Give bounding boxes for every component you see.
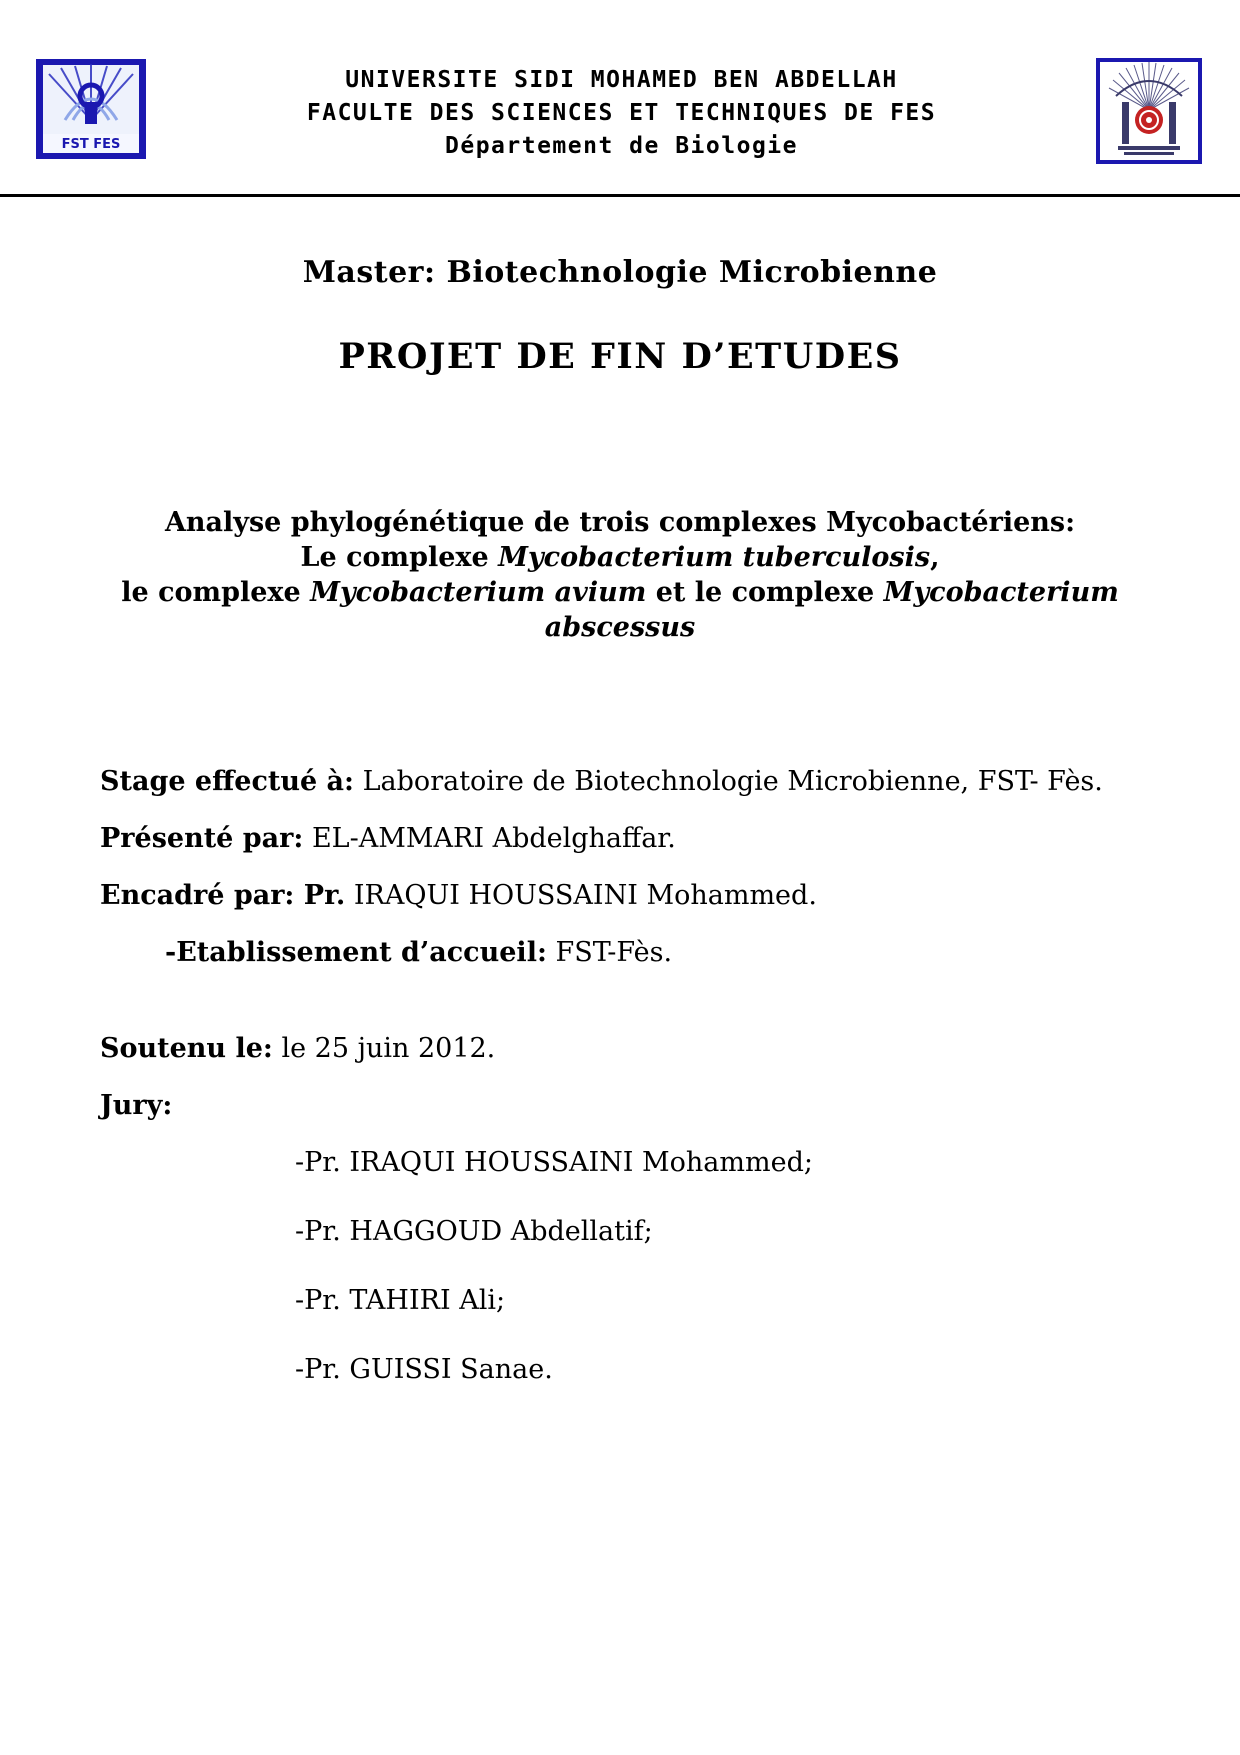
presented-by-row xyxy=(100,822,1160,856)
jury-member: -Pr. TAHIRI Ali; xyxy=(295,1285,506,1317)
thesis-title-line4-species: abscessus xyxy=(544,612,696,644)
fst-logo xyxy=(35,58,147,160)
defense-date-row xyxy=(100,1032,1160,1066)
thesis-title-line3 xyxy=(110,575,1130,610)
supervised-by-row xyxy=(100,879,1160,913)
stage-label: Stage effectué à: xyxy=(100,766,355,798)
header-divider xyxy=(0,194,1240,197)
university-seal xyxy=(1096,58,1202,164)
jury-member: -Pr. GUISSI Sanae. xyxy=(295,1354,553,1386)
defense-date-label: Soutenu le: xyxy=(100,1033,273,1065)
supervised-by-value: IRAQUI HOUSSAINI Mohammed. xyxy=(353,880,817,912)
institution-block xyxy=(147,58,1096,163)
supervised-by-label: Encadré par: Pr. xyxy=(100,880,346,912)
master-program-title: Master: Biotechnologie Microbienne xyxy=(302,255,938,290)
thesis-title-line3-species2: Mycobacterium xyxy=(883,577,1119,609)
fst-logo-label: FST FES xyxy=(61,137,121,152)
jury-heading-row xyxy=(100,1089,1160,1123)
thesis-title-line1: Analyse phylogénétique de trois complexes Mycobactériens: xyxy=(164,507,1076,538)
stage-row xyxy=(100,765,1160,799)
presented-by-label: Présenté par: xyxy=(100,823,304,855)
thesis-title-line3-prefix: le complexe xyxy=(121,577,311,609)
presented-by-value: EL-AMMARI Abdelghaffar. xyxy=(311,823,676,855)
faculty-name: FACULTE DES SCIENCES ET TECHNIQUES DE FES xyxy=(306,100,937,126)
host-institution-value: FST-Fès. xyxy=(555,937,673,969)
university-seal-image xyxy=(1096,58,1202,164)
thesis-title-line2-suffix: , xyxy=(930,542,940,574)
thesis-title-line2-species: Mycobacterium tuberculosis xyxy=(498,542,931,574)
thesis-details xyxy=(100,765,1160,1387)
jury-list xyxy=(295,1146,1160,1387)
defense-date-value: le 25 juin 2012. xyxy=(281,1033,496,1065)
stage-value: Laboratoire de Biotechnologie Microbienne, FST- Fès. xyxy=(362,766,1103,798)
thesis-title-line2-prefix: Le complexe xyxy=(300,542,499,574)
jury-member: -Pr. IRAQUI HOUSSAINI Mohammed; xyxy=(295,1147,813,1179)
department-name: Département de Biologie xyxy=(445,133,798,159)
host-institution-row xyxy=(165,936,1160,970)
project-title: PROJET DE FIN D’ETUDES xyxy=(338,336,902,377)
page-header xyxy=(0,0,1240,164)
thesis-title-line3-mid: et le complexe xyxy=(646,577,884,609)
thesis-title xyxy=(110,505,1130,645)
university-name: UNIVERSITE SIDI MOHAMED BEN ABDELLAH xyxy=(345,67,898,93)
fst-logo-image xyxy=(35,58,147,160)
jury-member: -Pr. HAGGOUD Abdellatif; xyxy=(295,1216,653,1248)
thesis-title-line3-species1: Mycobacterium avium xyxy=(310,577,647,609)
thesis-title-line2 xyxy=(110,540,1130,575)
host-institution-label: -Etablissement d’accueil: xyxy=(165,937,547,969)
jury-label: Jury: xyxy=(100,1090,173,1122)
thesis-title-line4 xyxy=(110,610,1130,645)
